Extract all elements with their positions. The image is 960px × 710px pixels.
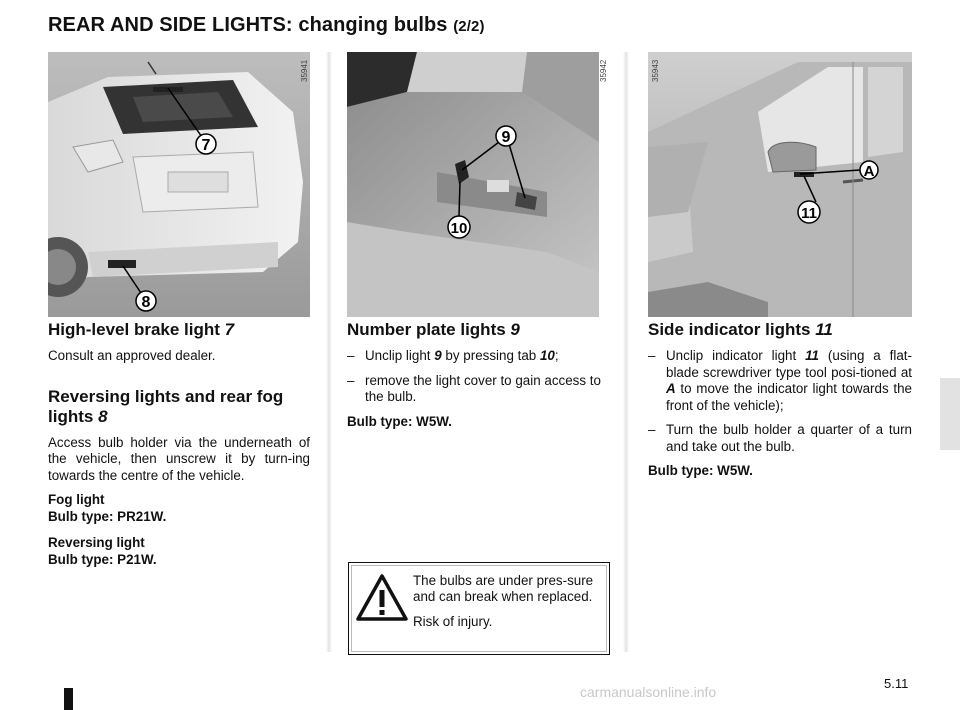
page-marker: [64, 688, 73, 710]
page-title: [48, 14, 485, 37]
list-item: – Unclip indicator light 11 (using a flat-blade screwdriver type tool posi-tioned at A to move the indicator light towards the front of the vehicle);: [648, 348, 912, 413]
column-rear-lights: [48, 320, 310, 576]
page-number: 5.11: [884, 676, 909, 691]
callout-9: 9: [501, 129, 511, 146]
warning-risk: Risk of injury.: [413, 614, 493, 629]
callout-layer: [648, 52, 912, 317]
column-divider: [623, 52, 629, 652]
watermark: carmanualsonline.info: [580, 684, 717, 700]
warning-box: [348, 562, 610, 655]
warning-text: The bulbs are under pres-sure and can break when replaced.: [413, 573, 594, 604]
bulb-type: Bulb type: W5W.: [648, 463, 753, 478]
warning-triangle-icon: [355, 573, 409, 623]
reversing-lights-heading: Reversing lights and rear fog lights 8: [48, 386, 284, 426]
callout-11: 11: [801, 205, 817, 222]
bulb-type: Bulb type: W5W.: [347, 413, 452, 429]
list-item: – remove the light cover to gain access to the bulb.: [347, 372, 601, 404]
callout-8: 8: [141, 294, 151, 311]
reversing-light-info: Reversing light Bulb type: P21W.: [48, 535, 157, 567]
column-number-plate: [347, 320, 613, 438]
title-main: REAR AND SIDE LIGHTS: changing bulbs: [48, 14, 448, 36]
callout-10: 10: [450, 220, 468, 237]
column-side-indicator: [648, 320, 912, 488]
brake-light-text: Consult an approved dealer.: [48, 348, 216, 363]
reversing-lights-text: Access bulb holder via the underneath of the vehicle, then unscrew it by turn-ing towards the centre of the vehicle.: [48, 434, 310, 483]
list-item: – Unclip light 9 by pressing tab 10;: [347, 348, 559, 363]
callout-layer: [48, 52, 310, 317]
callout-7: 7: [201, 137, 211, 154]
section-tab: [940, 378, 960, 450]
callout-A: A: [863, 163, 875, 180]
column-divider: [326, 52, 332, 652]
photo-ref: 35941: [300, 59, 309, 82]
callout-layer: [347, 52, 599, 317]
brake-light-heading: High-level brake light 7: [48, 320, 235, 339]
title-part: (2/2): [453, 18, 485, 35]
fog-light-info: Fog light Bulb type: PR21W.: [48, 492, 167, 524]
photo-ref: 35942: [599, 59, 608, 82]
photo-ref: 35943: [651, 59, 660, 82]
side-indicator-heading: Side indicator lights 11: [648, 320, 833, 339]
number-plate-heading: Number plate lights 9: [347, 320, 520, 339]
list-item: – Turn the bulb holder a quarter of a turn and take out the bulb.: [648, 422, 912, 454]
